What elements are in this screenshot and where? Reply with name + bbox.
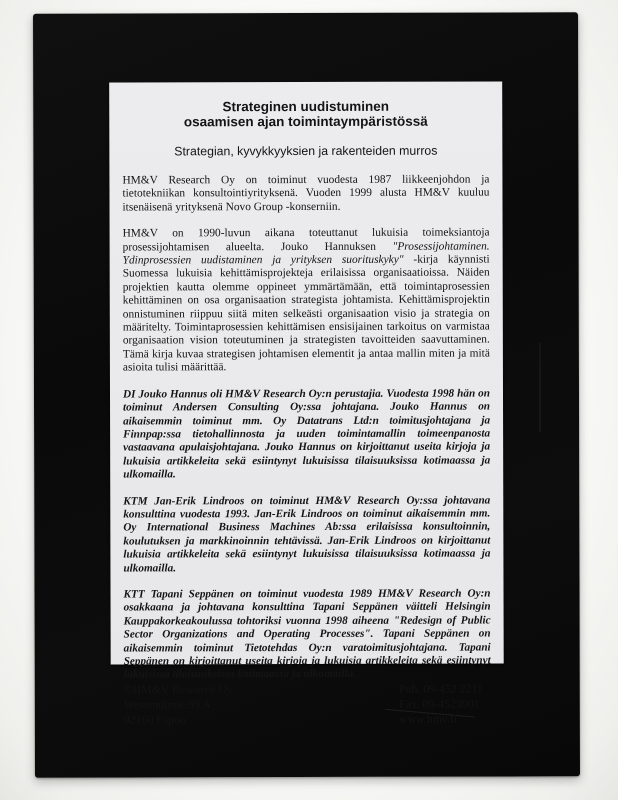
book-subtitle: Strategian, kyvykkyyksien ja rakenteiden murros [174, 143, 438, 159]
cover-scratch [539, 342, 541, 432]
publisher-phone: Puh. 09-452 2211 [398, 681, 483, 696]
publisher-website: www.hmv.fi [399, 711, 458, 726]
book-title-line1: Strateginen uudistuminen [222, 98, 390, 115]
publisher-address [124, 682, 233, 727]
publisher-street: Westendintie 99 A [123, 697, 211, 712]
referenced-book-title: "Prosessijohtaminen. Ydinprosessien uudistaminen ja yrityksen suorituskyky" [122, 240, 490, 267]
intro-paragraph-2 [123, 227, 490, 375]
publisher-fax: Fax. 09-4523901 [398, 696, 480, 711]
back-cover-label [109, 81, 504, 727]
author-bio-jan-erik-lindroos: KTM Jan-Erik Lindroos on toiminut HM&V Research Oy:ssa johtavana konsulttina vuodesta 1993. Jan-Erik Lindroos on toiminut aikaisemmin mm. Oy International Business Machines Ab:ssa erilaisissa konsultoinnin, koulutuksen ja markkinoinnin tehtävissä. Jan-Erik Lindroos on kirjoittanut lukuisia artikkeleita sekä esiintynyt lukuisissa tilaisuuksissa kotimaassa ja ulkomailla. [123, 494, 491, 575]
book-back-cover [33, 12, 580, 777]
publisher-name: ©HM&V Research Oy [123, 682, 233, 697]
author-bio-tapani-seppanen: KTT Tapani Seppänen on toiminut vuodesta 1989 HM&V Research Oy:n osakkaana ja johtavana konsulttina Tapani Seppänen väitteli Helsingin Kauppakorkeakoulussa tohtoriksi vuonna 1998 aiheena "Redesign of Public Sector Organizations and Operating Processes". Tapani Seppänen on aikaisemmin toiminut Tietotehdas Oy:n varatoimitusjohtajana. Tapani Seppänen on kirjoittanut useita kirjoja ja lukuisia artikkeleita sekä esiintynyt lukuisissa tilaisuuksissa kotimaassa ja ulkomailla. [123, 587, 491, 681]
intro-paragraph-2-continued: -kirja käynnisti Suomessa lukuisia kehittämisprojekteja erilaisissa organisaatioissa. Näiden projektien kautta olemme oppineet ymmärtämään, että toimintaprosessien kehittäminen on osa organisaation strategista johtamista. Kehittämisprojektin onnistuminen riippuu siitä miten selkeästi organisaation visio ja strategia on määritelty. Toimintaprosessien kehittämisen ensisijainen tarkoitus on varmistaa organisaation vision toteutuminen ja strategisten tavoitteiden saavuttaminen. Tämä kirja kuvaa strategisen johtamisen elementit ja antaa mallin miten ja mitä asioita tulisi määrittää. [122, 253, 490, 374]
intro-paragraph-2-text: HM&V on 1990-luvun aikana toteuttanut lukuisia toimeksiantoja prosessijohtamisen alueelta. Jouko Hannuksen [122, 226, 490, 254]
publisher-footer [124, 681, 491, 729]
book-title-line2: osaamisen ajan toimintaympäristössä [183, 113, 428, 130]
book-title [122, 99, 489, 130]
publisher-city: 02160 Espoo [123, 712, 186, 727]
author-bio-jouko-hannus: DI Jouko Hannus oli HM&V Research Oy:n perustajia. Vuodesta 1998 hän on toiminut Andersen Consulting Oy:ssa johtajana. Jouko Hannus on aikaisemmin toiminut mm. Oy Datatrans Ltd:n toimitusjohtajana ja Finnpap:ssa tietohallinnosta ja uuden toimintamallin toimeenpanosta vastaavana apulaisjohtajana. Jouko Hannus on kirjoittanut useita kirjoja ja lukuisia artikkeleita sekä esiintynyt lukuisissa tilaisuuksissa kotimaassa ja ulkomailla. [122, 387, 491, 481]
intro-paragraph-1: HM&V Research Oy on toiminut vuodesta 1987 liikkeenjohdon ja tietotekniikan konsultointiyrityksenä. Vuoden 1999 alusta HM&V kuuluu itsenäisenä yrityksenä Novo Group -konserniin. [122, 173, 490, 214]
publisher-contact [399, 681, 483, 726]
